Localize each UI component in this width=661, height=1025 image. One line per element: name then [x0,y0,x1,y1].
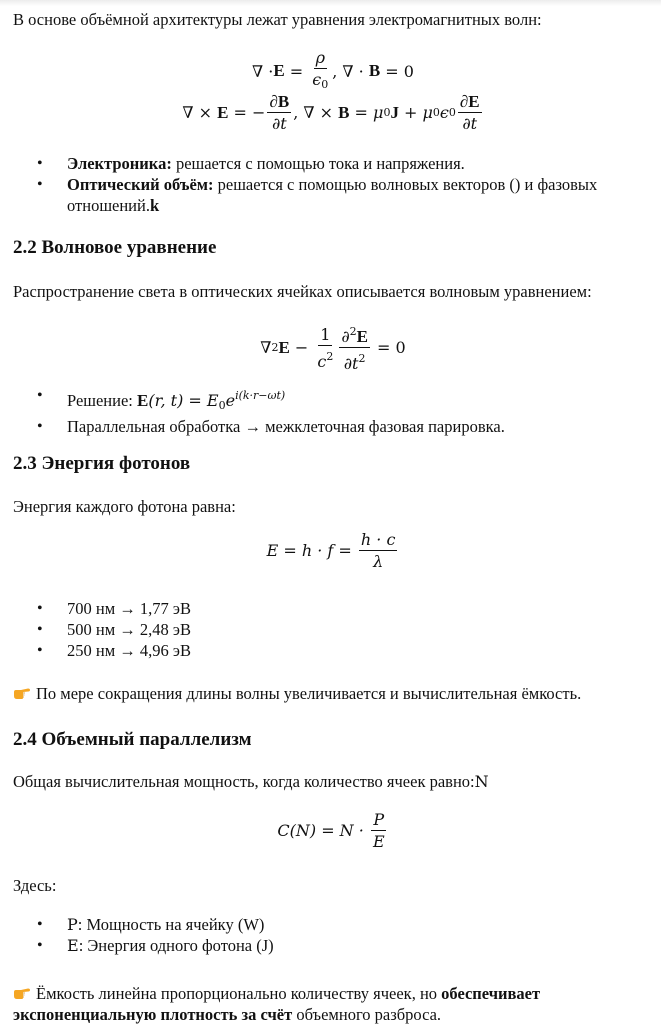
pointing-hand-icon [13,984,31,998]
wavelength-energy-list [13,598,653,661]
photon-energy-equation: E = h · f = $\frac{h \cdot c}{\lambda}$ [266,530,396,571]
list-item: • Электроника: решается с помощью тока и напряжения. [13,153,653,174]
capacity-note: По мере сокращения длины волны увеличивается и вычислительная ёмкость. [13,684,581,704]
capacity-equation: C(N) = N · $\frac{P}{E}$ [277,810,385,851]
list-item: • 250 нм → 4,96 эВ [13,640,653,661]
fraction-rho-eps: $\frac{\rho}{\epsilon_0}$ [312,48,329,91]
top-shadow [0,0,661,6]
fraction-dB-dt: $\frac{\partial B}{\partial t}$ [269,92,290,133]
list-item: • Решение: E(r, $t) = E_0e^{i(k\cdot r-\omega t)}$ [13,385,653,416]
fraction-dE-dt: $\frac{\partial E}{\partial t}$ [459,92,480,133]
list-item: • E: Энергия одного фотона (J) [13,935,653,956]
maxwell-equation-1: ∇ · E = $\frac{\rho}{\epsilon_0}$ , ∇ · B = 0 [13,48,653,94]
section-heading-2-4: 2.4 Объемный параллелизм [13,729,252,750]
list-item: • 700 нм → 1,77 эВ [13,598,653,619]
here-label: Здесь: [13,876,57,895]
domain-bullet-list [13,153,653,216]
variables-list [13,914,653,956]
list-item: • 500 нм → 2,48 эВ [13,619,653,640]
parallelism-paragraph: Общая вычислительная мощность, когда количество ячеек равно:N [13,772,489,791]
pointing-hand-icon [13,685,31,699]
list-item: • P: Мощность на ячейку (W) [13,914,653,935]
maxwell-equation-2: ∇ × E = − $\frac{\partial B}{\partial t}$ , ∇ × B = μ 0 J + μ 0 ϵ 0 $\frac{\partial E}{\partial t}$ [182,92,480,133]
wave-equation-paragraph: Распространение света в оптических ячейках описывается волновым уравнением: [13,282,592,301]
fraction-hc-lambda: $\frac{h \cdot c}{\lambda}$ [360,530,396,571]
wave-equation: ∇ 2 E − $\frac{1}{c^2}$ $\frac{\partial^2E}{\partial t^2}$ = 0 [13,322,653,373]
photon-energy-paragraph: Энергия каждого фотона равна: [13,497,236,516]
fraction-d2E-dt2: $\frac{\partial^2E}{\partial t^2}$ [339,322,370,373]
list-item: • Оптический объём: решается с помощью волновых векторов () и фазовых отношений.k [13,174,653,216]
linear-capacity-note: Ёмкость линейна пропорционально количеству ячеек, но обеспечивает экспоненциальную плотность за счёт объемного разброса. [13,984,541,1024]
section-heading-2-3: 2.3 Энергия фотонов [13,453,191,474]
fraction-1-c2: $\frac{1}{c^2}$ [317,324,334,371]
section-heading-2-2: 2.2 Волновое уравнение [13,237,217,258]
wave-bullet-list [13,385,653,437]
fraction-P-E: $\frac{P}{E}$ [372,810,385,851]
list-item: • Параллельная обработка → межклеточная фазовая парировка. [13,416,653,437]
intro-paragraph: В основе объёмной архитектуры лежат уравнения электромагнитных волн: [13,10,542,29]
